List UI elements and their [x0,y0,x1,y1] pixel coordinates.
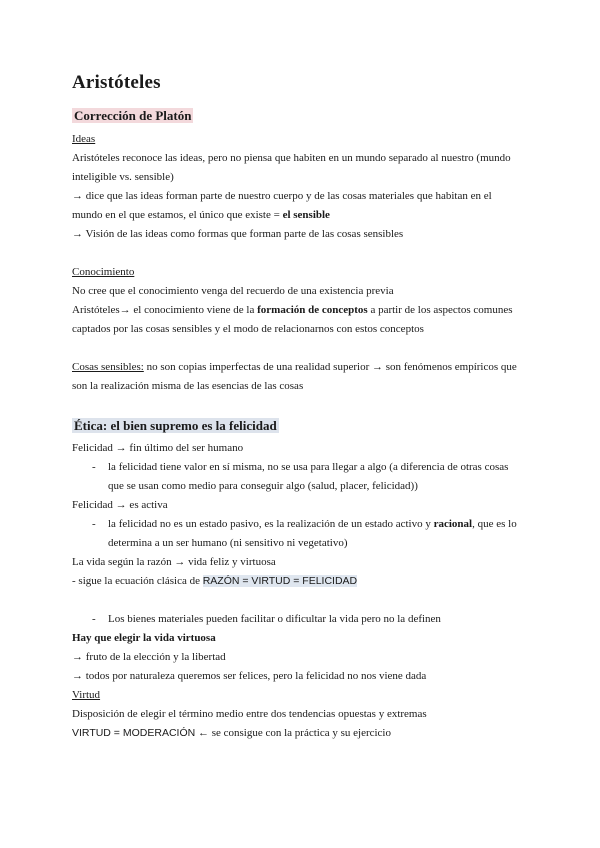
page-title: Aristóteles [72,72,161,93]
paragraph-line: La vida según la razón → vida feliz y virtuosa [72,556,276,568]
list-item: que se usan como medio para conseguir algo (salud, placer, felicidad)) [108,480,418,492]
list-item: Los bienes materiales pueden facilitar o dificultar la vida pero no la definen [108,613,441,625]
list-item: determina a un ser humano (ni sensitivo ni vegetativo) [108,537,348,549]
subheading-cosas-sensibles: Cosas sensibles: [72,361,144,373]
bullet-dash: - [92,461,96,473]
section-heading: Ética: el bien supremo es la felicidad [74,418,277,433]
bullet-dash: - [92,518,96,530]
subheading-ideas: Ideas [72,133,96,145]
paragraph-line: Felicidad → fin último del ser humano [72,442,244,454]
paragraph-line: inteligible vs. sensible) [72,171,174,183]
subheading-virtud: Virtud [72,689,101,701]
paragraph-line: Cosas sensibles: no son copias imperfectas de una realidad superior → son fenómenos empíricos que [72,361,517,373]
paragraph-line: - sigue la ecuación clásica de RAZÓN = VIRTUD = FELICIDAD [72,575,358,587]
paragraph-line: → todos por naturaleza queremos ser felices, pero la felicidad no nos viene dada [72,670,427,682]
paragraph-line: No cree que el conocimiento venga del recuerdo de una existencia previa [72,285,394,297]
list-item: la felicidad no es un estado pasivo, es la realización de un estado activo y racional, que es lo [108,518,517,530]
paragraph-line: VIRTUD = MODERACIÓN ← se consigue con la práctica y su ejercicio [72,727,391,739]
paragraph-line: captados por las cosas sensibles y el modo de relacionarnos con estos conceptos [72,323,424,335]
paragraph-line: → dice que las ideas forman parte de nuestro cuerpo y de las cosas materiales que habitan en el [72,190,492,202]
section-heading: Corrección de Platón [74,108,192,123]
list-item: la felicidad tiene valor en sí misma, no se usa para llegar a algo (a diferencia de otras cosas [108,461,509,473]
paragraph-line: → Visión de las ideas como formas que forman parte de las cosas sensibles [72,228,404,240]
paragraph-line: Aristóteles→ el conocimiento viene de la formación de conceptos a partir de los aspectos comunes [72,304,513,316]
subheading-elegir: Hay que elegir la vida virtuosa [72,632,216,644]
highlighted-equation: RAZÓN = VIRTUD = FELICIDAD [202,575,358,587]
paragraph-line: → fruto de la elección y la libertad [72,651,226,663]
paragraph-line: son la realización misma de las esencias de las cosas [72,380,304,392]
bullet-dash: - [92,613,96,625]
paragraph-line: Felicidad → es activa [72,499,168,511]
subheading-conocimiento: Conocimiento [72,266,135,278]
paragraph-line: mundo en el que estamos, el único que existe = el sensible [72,209,330,221]
paragraph-line: Aristóteles reconoce las ideas, pero no piensa que habiten en un mundo separado al nuestro (mundo [72,152,511,164]
paragraph-line: Disposición de elegir el término medio entre dos tendencias opuestas y extremas [72,708,427,720]
